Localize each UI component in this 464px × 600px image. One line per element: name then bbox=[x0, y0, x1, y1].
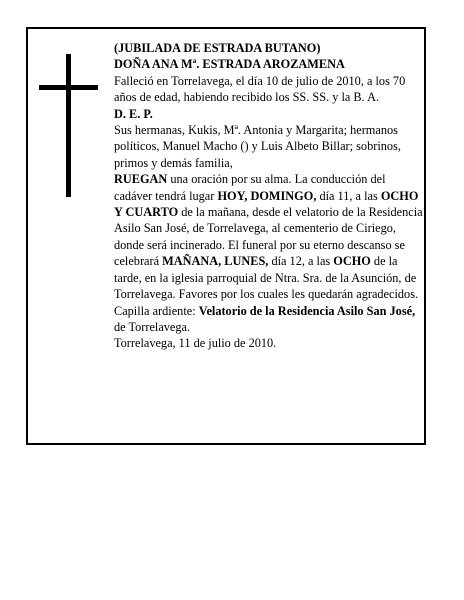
cross-horizontal-bar bbox=[39, 85, 98, 90]
dep-line: D. E. P. bbox=[114, 106, 153, 121]
day-highlight: HOY, DOMINGO, bbox=[217, 188, 317, 203]
obituary-notice bbox=[26, 27, 426, 445]
heading-deceased-name: DOÑA ANA Mª. ESTRADA AROZAMENA bbox=[114, 57, 345, 72]
death-notice: Falleció en Torrelavega, el día 10 de julio de 2010, a los 70 años de edad, habiendo recibido los SS. SS. y la B. A. bbox=[114, 73, 406, 105]
time-highlight: OCHO Y CUARTO bbox=[114, 188, 419, 220]
heading-occupation: (JUBILADA DE ESTRADA BUTANO) bbox=[114, 41, 321, 55]
dateline: Torrelavega, 11 de julio de 2010. bbox=[114, 336, 277, 351]
family-list: Sus hermanas, Kukis, Mª. Antonia y Margarita; hermanos políticos, Manuel Macho () y Luis Albeto Billar; sobrinos, primos y demás familia, bbox=[114, 123, 401, 170]
funeral-time-highlight: OCHO bbox=[333, 254, 371, 269]
cross-vertical-bar bbox=[66, 54, 71, 197]
chapel-place: Velatorio de la Residencia Asilo San José, bbox=[198, 303, 416, 318]
obituary-text bbox=[114, 40, 424, 352]
ruegan-word: RUEGAN bbox=[114, 172, 168, 187]
chapel-line: Capilla ardiente: Velatorio de la Residencia Asilo San José, de Torrelavega. bbox=[114, 303, 416, 334]
request-paragraph: RUEGAN una oración por su alma. La conducción del cadáver tendrá lugar HOY, DOMINGO, día 11, a las OCHO Y CUARTO de la mañana, desde el velatorio de la Residencia Asilo San José, de Torrelavega, al cementerio de Ciriego, donde será incinerado. El funeral por su eterno descanso se celebrará MAÑANA, LUNES, día 12, a las OCHO de la tarde, en la iglesia parroquial de Ntra. Sra. de la Asunción, de Torrelavega. Favores por los cuales les quedarán agradecidos. bbox=[114, 172, 423, 302]
funeral-day-highlight: MAÑANA, LUNES, bbox=[162, 254, 269, 269]
